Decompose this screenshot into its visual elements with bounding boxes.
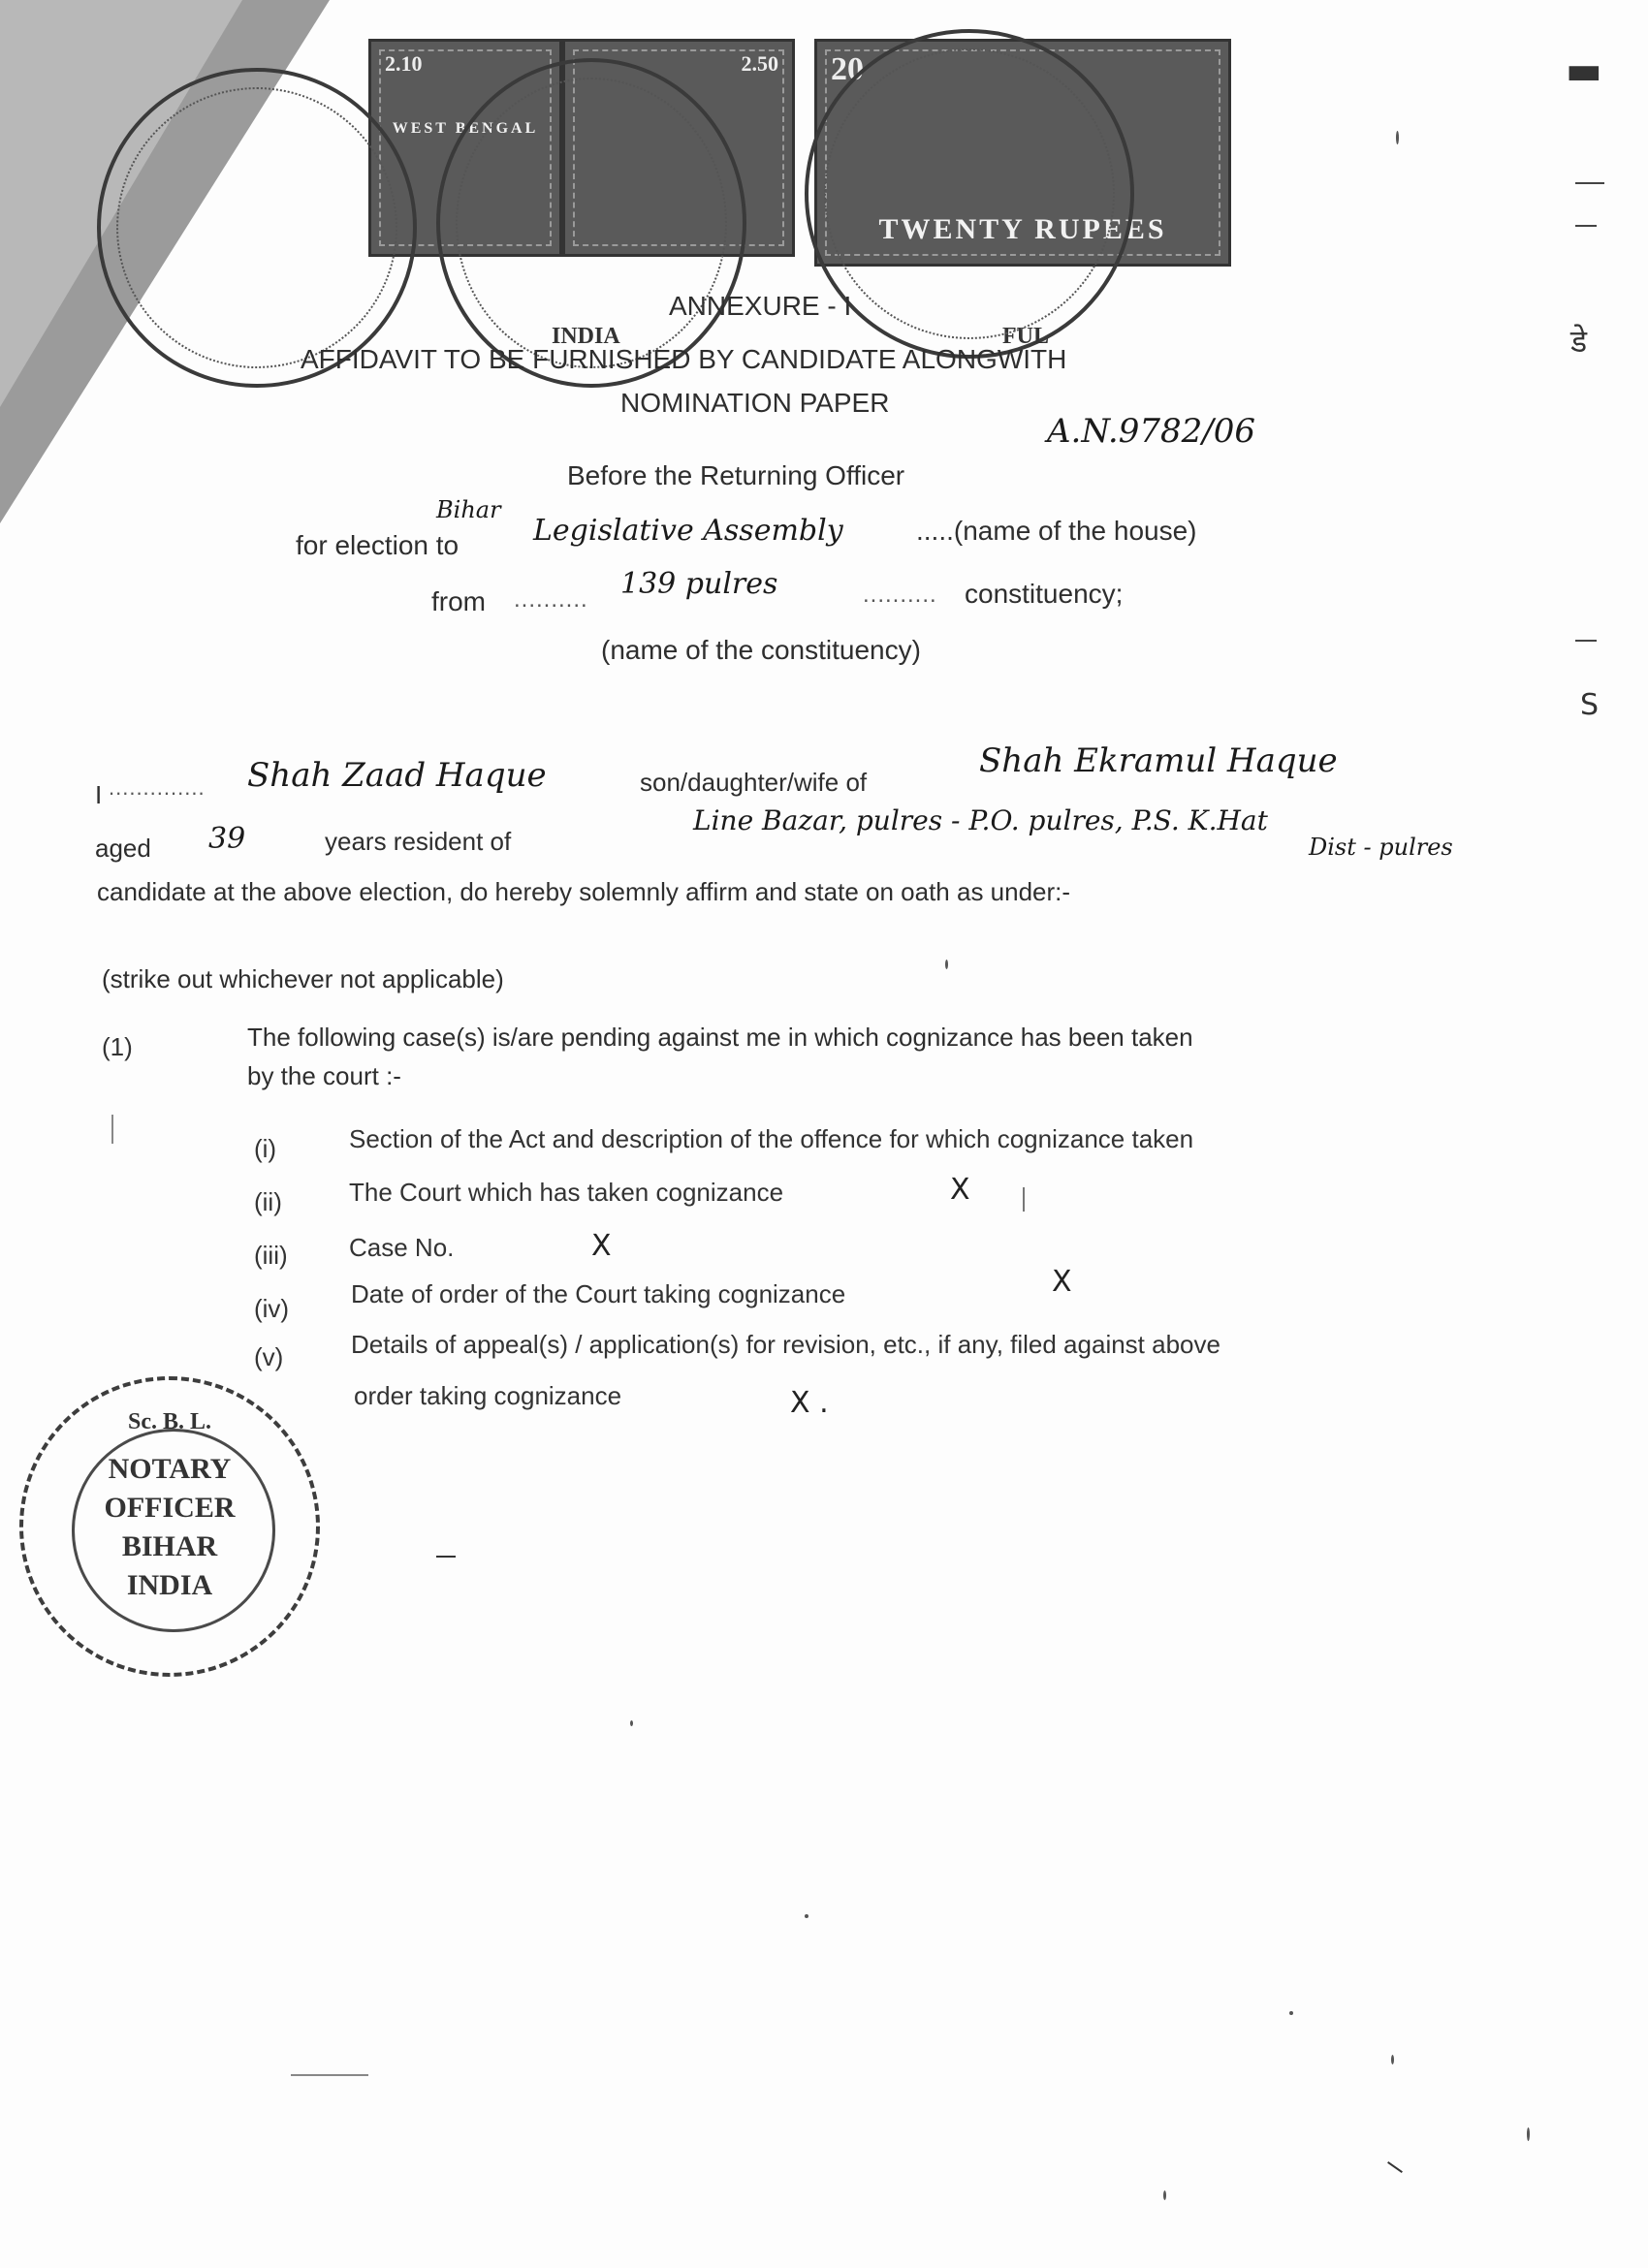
clause-text-line1: The following case(s) is/are pending against me in which cognizance has been taken <box>247 1023 1193 1052</box>
item-text: Case No. <box>349 1233 455 1262</box>
handwritten-cross-mark: X <box>591 1229 612 1263</box>
seal-text: INDIA <box>552 324 620 349</box>
candidate-oath-line: candidate at the above election, do hereby solemnly affirm and state on oath as under:- <box>97 877 1071 906</box>
from-prefix: from <box>431 586 486 616</box>
stray-dash <box>436 1556 456 1558</box>
annexure-label: ANNEXURE - I <box>669 291 852 321</box>
stray-mark <box>291 2074 368 2076</box>
item-text-continued: order taking cognizance <box>354 1381 622 1410</box>
clause-number: (1) <box>102 1032 133 1061</box>
stamp-label: WEST BENGAL <box>392 120 539 137</box>
item-number: (v) <box>254 1342 284 1371</box>
handwritten-constituency: 139 pulres <box>620 567 778 601</box>
strike-out-note: (strike out whichever not applicable) <box>102 964 504 993</box>
stamp-value: 2.50 <box>741 51 778 76</box>
aged-label: aged <box>95 834 151 863</box>
stray-mark <box>1387 2161 1403 2173</box>
notary-text: INDIA <box>126 1569 213 1601</box>
constituency-note: (name of the constituency) <box>601 635 921 665</box>
clause-text-line2: by the court :- <box>247 1061 401 1090</box>
election-suffix: .....(name of the house) <box>916 516 1197 546</box>
resident-label: years resident of <box>325 827 512 856</box>
handwritten-cross-mark: X <box>950 1173 970 1207</box>
notary-text: BIHAR <box>121 1530 218 1562</box>
item-number: (i) <box>254 1134 277 1163</box>
notary-text: OFFICER <box>104 1492 236 1524</box>
round-seal-left <box>97 68 417 388</box>
speck <box>1163 2190 1166 2200</box>
item-text: Date of order of the Court taking cognizance <box>351 1279 846 1308</box>
notary-seal <box>19 1376 320 1677</box>
handwritten-state: Bihar <box>436 496 501 523</box>
handwritten-house-name: Legislative Assembly <box>533 514 843 548</box>
handwritten-name: Shah Zaad Haque <box>247 756 547 795</box>
speck <box>630 1720 633 1726</box>
handwritten-cross-mark: X <box>1052 1265 1072 1299</box>
round-seal-center <box>436 58 746 388</box>
handwritten-cross-mark: X . <box>790 1386 829 1420</box>
handwritten-parent-name: Shah Ekramul Haque <box>979 741 1338 780</box>
notary-text: NOTARY <box>108 1453 232 1485</box>
margin-dash <box>1575 225 1597 227</box>
item-text: Section of the Act and description of the offence for which cognizance taken <box>349 1124 1194 1153</box>
item-number: (iv) <box>254 1294 290 1323</box>
item-number: (iii) <box>254 1241 288 1270</box>
handwritten-address: Line Bazar, pulres - P.O. pulres, P.S. K.Hat <box>693 804 1268 836</box>
declarant-i: I <box>95 780 103 809</box>
round-seal-right <box>805 29 1134 359</box>
stray-mark <box>111 1115 113 1144</box>
speck <box>805 1914 808 1918</box>
seal-text: FUL <box>1002 324 1049 349</box>
stray-mark <box>1023 1187 1025 1212</box>
item-number: (ii) <box>254 1187 282 1216</box>
dotted-fill: .......... <box>863 582 937 608</box>
margin-hindi-char: डे <box>1570 323 1588 360</box>
margin-mark: ▬ <box>1566 48 1602 93</box>
handwritten-address-district: Dist - pulres <box>1309 834 1453 861</box>
speck <box>945 960 948 969</box>
stamp-value: 2.10 <box>385 51 423 76</box>
speck <box>1289 2011 1293 2015</box>
constituency-suffix: constituency; <box>965 579 1124 609</box>
notary-ring-text: Sc. B. L. <box>127 1409 211 1434</box>
before-returning-officer: Before the Returning Officer <box>567 460 905 490</box>
margin-dash <box>1575 182 1604 184</box>
dotted-fill: .......... <box>514 586 588 613</box>
election-prefix: for election to <box>296 530 460 560</box>
affidavit-title-line2: NOMINATION PAPER <box>620 388 890 418</box>
margin-dash <box>1575 640 1597 642</box>
item-text: The Court which has taken cognizance <box>349 1178 784 1207</box>
item-text: Details of appeal(s) / application(s) for revision, etc., if any, filed against above <box>351 1330 1220 1359</box>
speck <box>1527 2127 1530 2141</box>
dotted-fill: .............. <box>109 775 206 800</box>
speck <box>1391 2055 1394 2064</box>
handwritten-age: 39 <box>208 822 246 856</box>
affidavit-title-line1: AFFIDAVIT TO BE FURNISHED BY CANDIDATE ALONGWITH <box>301 344 1067 374</box>
stamp-value: 20 <box>831 51 864 87</box>
margin-s-char: S <box>1580 688 1600 722</box>
speck <box>1396 131 1399 144</box>
relation-label: son/daughter/wife of <box>640 768 868 797</box>
handwritten-reference-number: A.N.9782/06 <box>1047 412 1255 451</box>
stamp-label: TWENTY RUPEES <box>878 213 1167 245</box>
